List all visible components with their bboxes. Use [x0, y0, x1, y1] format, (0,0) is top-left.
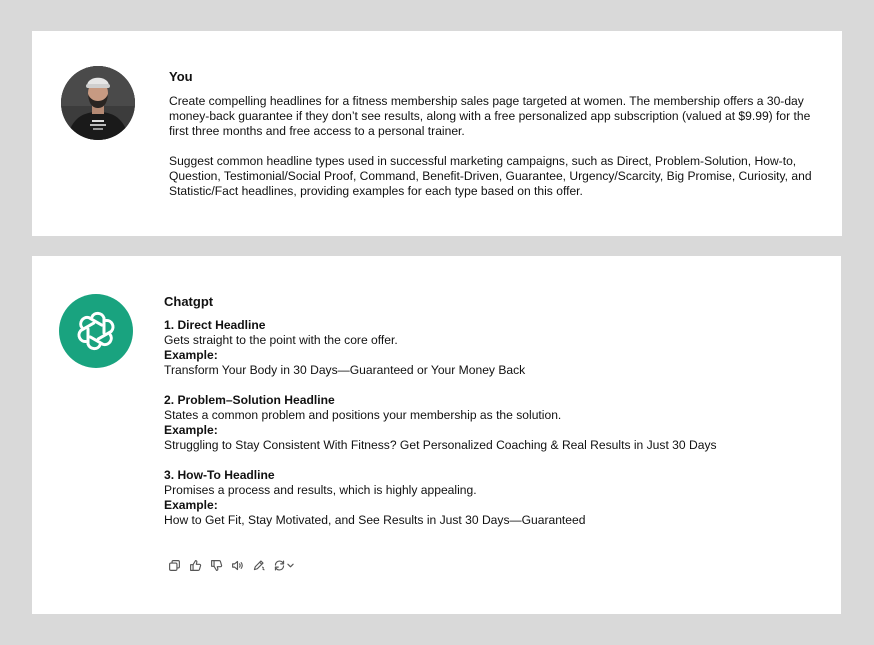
thumbs-down-button[interactable] — [208, 557, 224, 573]
headline-type-section — [164, 468, 817, 528]
example-text: Transform Your Body in 30 Days—Guaranteed or Your Money Back — [164, 363, 526, 377]
regenerate-button[interactable] — [271, 557, 295, 573]
example-label: Example: — [164, 348, 218, 362]
thumbs-up-button[interactable] — [187, 557, 203, 573]
chatgpt-logo-icon — [59, 294, 133, 368]
user-message-content — [169, 69, 818, 199]
user-author-name: You — [169, 69, 193, 84]
section-description: Gets straight to the point with the core offer. — [164, 333, 398, 347]
section-heading: 2. Problem–Solution Headline — [164, 393, 335, 407]
read-aloud-icon — [231, 559, 244, 572]
headline-type-section — [164, 393, 817, 453]
message-actions-bar — [166, 557, 295, 573]
regenerate-icon — [273, 559, 286, 572]
thumbs-up-icon — [189, 559, 202, 572]
thumbs-down-icon — [210, 559, 223, 572]
section-description: States a common problem and positions your membership as the solution. — [164, 408, 562, 422]
copy-button[interactable] — [166, 557, 182, 573]
section-description: Promises a process and results, which is highly appealing. — [164, 483, 477, 497]
user-message-paragraph: Suggest common headline types used in successful marketing campaigns, such as Direct, Problem-Solution, How-to, Question, Testimonial/Social Proof, Command, Benefit-Driven, Guarantee, Urgency/Scarcity, Big Promise, Curiosity, and Statistic/Fact headlines, providing examples for each type based on this offer. — [169, 154, 812, 198]
section-heading: 1. Direct Headline — [164, 318, 266, 332]
example-label: Example: — [164, 498, 218, 512]
section-heading: 3. How-To Headline — [164, 468, 275, 482]
user-message-card — [32, 31, 842, 236]
user-avatar — [61, 66, 135, 140]
example-label: Example: — [164, 423, 218, 437]
copy-icon — [168, 559, 181, 572]
assistant-message-card — [32, 256, 841, 614]
assistant-message-content — [164, 294, 817, 528]
headline-type-section — [164, 318, 817, 378]
example-text: Struggling to Stay Consistent With Fitness? Get Personalized Coaching & Real Results in Just 30 Days — [164, 438, 717, 452]
assistant-author-name: Chatgpt — [164, 294, 214, 309]
edit-icon — [252, 559, 265, 572]
user-message-paragraph: Create compelling headlines for a fitness membership sales page targeted at women. The membership offers a 30-day money-back guarantee if they don’t see results, along with a free personalized app subscription (valued at $9.99) for the first three months and free access to a personal trainer. — [169, 94, 811, 138]
chevron-down-icon — [287, 562, 294, 569]
read-aloud-button[interactable] — [229, 557, 245, 573]
example-text: How to Get Fit, Stay Motivated, and See Results in Just 30 Days—Guaranteed — [164, 513, 586, 527]
edit-button[interactable] — [250, 557, 266, 573]
